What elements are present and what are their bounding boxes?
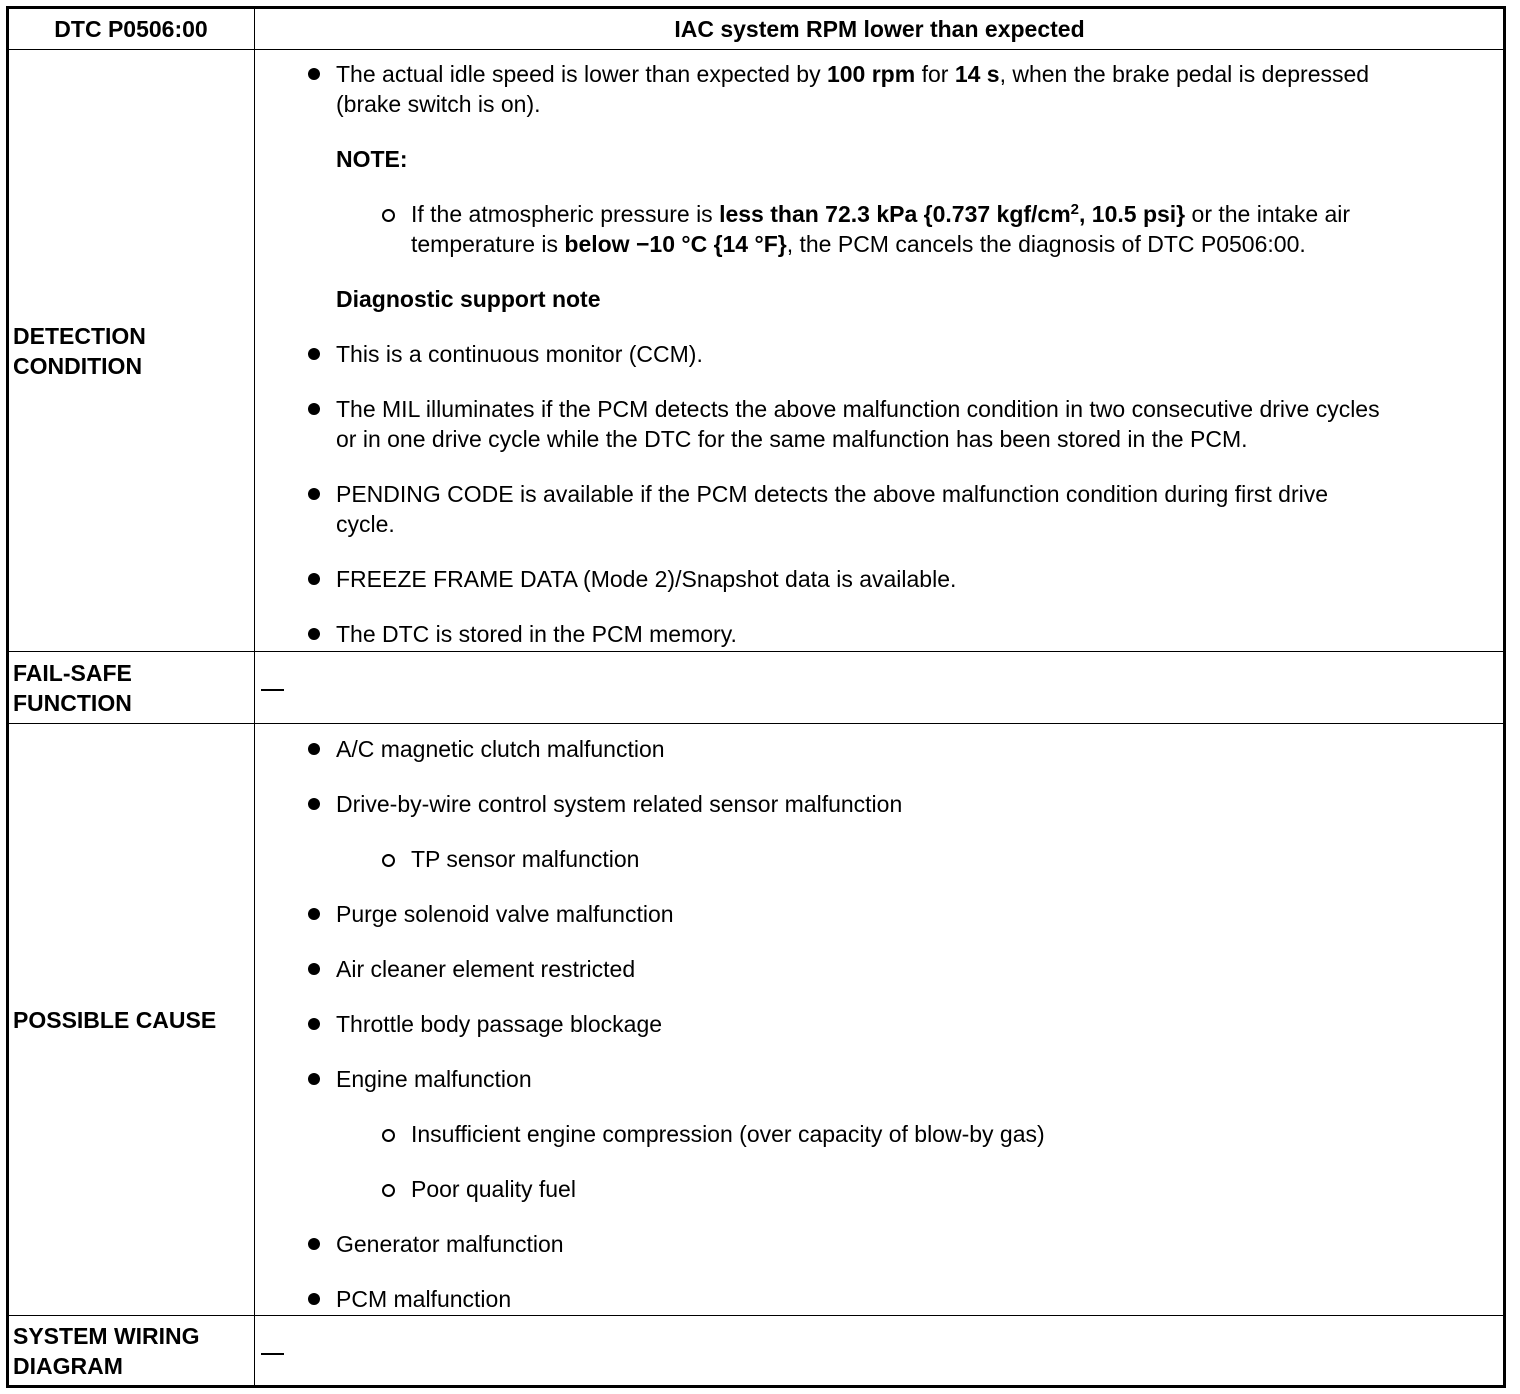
note-heading: NOTE: <box>336 146 408 172</box>
cause-item: Drive-by-wire control system related sensor malfunction <box>336 791 903 817</box>
detection-bullet-1: The actual idle speed is lower than expected by 100 rpm for 14 s, when the brake pedal is depressed <box>336 61 1370 87</box>
dtc-title: IAC system RPM lower than expected <box>674 15 1085 42</box>
cause-item: Engine malfunction <box>336 1066 532 1092</box>
empty-dash <box>261 1353 284 1355</box>
bullet-icon <box>308 403 320 415</box>
possible-cause-label: POSSIBLE CAUSE <box>13 1006 217 1033</box>
bullet-icon <box>308 488 320 500</box>
bullet-icon <box>308 348 320 360</box>
empty-dash <box>261 689 284 691</box>
cause-subitem: TP sensor malfunction <box>411 846 640 872</box>
circle-bullet-icon <box>382 854 395 867</box>
label-line: DETECTION <box>13 322 146 349</box>
cause-subitem: Poor quality fuel <box>411 1176 576 1202</box>
fail-safe-label <box>13 652 249 723</box>
label-line: FUNCTION <box>13 689 132 716</box>
bullet-icon <box>308 628 320 640</box>
note-item: If the atmospheric pressure is less than 72.3 kPa {0.737 kgf/$cm^2$, 10.5 psi} or the intake air <box>411 201 1351 227</box>
detection-bullet-3-cont: or in one drive cycle while the DTC for the same malfunction has been stored in the PCM. <box>336 426 1248 452</box>
circle-bullet-icon <box>382 1129 395 1142</box>
cause-item: Generator malfunction <box>336 1231 564 1257</box>
bullet-icon <box>308 573 320 585</box>
bullet-icon <box>308 1018 320 1030</box>
label-line: SYSTEM WIRING <box>13 1322 200 1349</box>
bullet-icon <box>308 68 320 80</box>
detection-bullet-4: PENDING CODE is available if the PCM detects the above malfunction condition during first drive <box>336 481 1328 507</box>
diagnostic-support-heading: Diagnostic support note <box>336 286 601 312</box>
detection-condition-label <box>13 50 249 651</box>
label-line: DIAGRAM <box>13 1352 123 1379</box>
label-line: FAIL-SAFE <box>13 659 132 686</box>
cause-item: PCM malfunction <box>336 1286 512 1312</box>
detection-bullet-1-cont: (brake switch is on). <box>336 91 541 117</box>
dtc-table <box>6 6 1506 1388</box>
bullet-icon <box>308 963 320 975</box>
cause-subitem: Insufficient engine compression (over capacity of blow-by gas) <box>411 1121 1045 1147</box>
detection-bullet-4-cont: cycle. <box>336 511 395 537</box>
cause-item: Purge solenoid valve malfunction <box>336 901 674 927</box>
bullet-icon <box>308 798 320 810</box>
detection-bullet-2: This is a continuous monitor (CCM). <box>336 341 703 367</box>
bullet-icon <box>308 743 320 755</box>
label-line: CONDITION <box>13 352 143 379</box>
cause-item: A/C magnetic clutch malfunction <box>336 736 665 762</box>
bullet-icon <box>308 1293 320 1305</box>
dtc-code: DTC P0506:00 <box>54 16 208 42</box>
bullet-icon <box>308 908 320 920</box>
circle-bullet-icon <box>382 209 395 222</box>
cause-item: Throttle body passage blockage <box>336 1011 663 1037</box>
column-divider <box>254 9 255 1385</box>
bullet-icon <box>308 1238 320 1250</box>
cause-item: Air cleaner element restricted <box>336 956 636 982</box>
bullet-icon <box>308 1073 320 1085</box>
note-item-cont: temperature is below −10 °C {14 °F}, the PCM cancels the diagnosis of DTC P0506:00. <box>411 231 1306 257</box>
system-wiring-label <box>13 1316 249 1385</box>
circle-bullet-icon <box>382 1184 395 1197</box>
detection-bullet-3: The MIL illuminates if the PCM detects the above malfunction condition in two consecutive drive cycles <box>336 396 1380 422</box>
detection-bullet-6: The DTC is stored in the PCM memory. <box>336 621 737 647</box>
detection-bullet-5: FREEZE FRAME DATA (Mode 2)/Snapshot data is available. <box>336 566 957 592</box>
